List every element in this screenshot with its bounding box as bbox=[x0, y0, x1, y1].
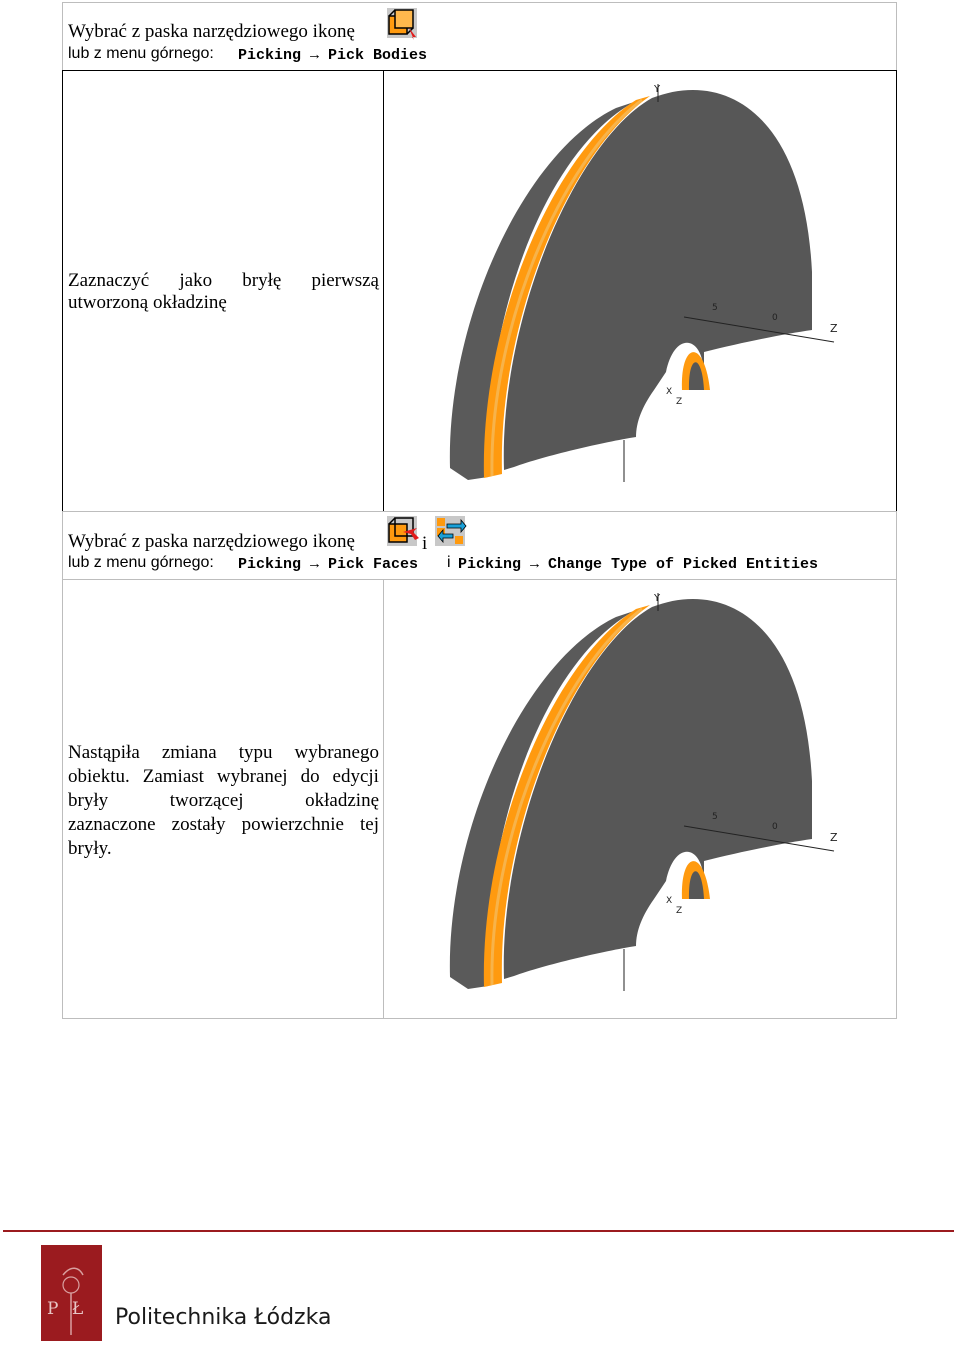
desc2-word: zostały bbox=[171, 814, 226, 835]
footer-rule bbox=[3, 1230, 954, 1232]
desc2-word: typu bbox=[238, 742, 273, 763]
menu-prefix-2: lub z menu górnego: bbox=[68, 554, 214, 571]
desc2-word: bryły bbox=[68, 790, 109, 811]
pick-faces-icon bbox=[385, 514, 419, 548]
logo-emblem-icon bbox=[41, 1245, 102, 1341]
axis-tick-0: 0 bbox=[772, 313, 778, 323]
university-logo bbox=[41, 1245, 102, 1341]
change-type-icon bbox=[433, 514, 467, 548]
description-1 bbox=[68, 270, 379, 314]
desc2-word: edycji bbox=[332, 766, 379, 787]
university-name: Politechnika Łódzka bbox=[115, 1305, 332, 1330]
axis-x-label: X bbox=[666, 387, 673, 397]
axis-z-label: Z bbox=[830, 831, 838, 844]
desc1-word: Zaznaczyć bbox=[68, 270, 150, 291]
desc2-word: Nastąpiła bbox=[68, 742, 140, 763]
axis-tick-5: 5 bbox=[712, 303, 718, 313]
desc1-word: jako bbox=[179, 270, 213, 291]
menu-prefix-1: lub z menu górnego: bbox=[68, 45, 214, 62]
axis-x-label: X bbox=[666, 896, 673, 906]
pick-bodies-icon bbox=[385, 6, 419, 40]
menu-path-change-type: Picking → Change Type of Picked Entities bbox=[458, 556, 819, 573]
desc2-word: Zamiast bbox=[142, 766, 204, 787]
desc2-word: zaznaczone bbox=[68, 814, 156, 835]
axis-tick-5: 5 bbox=[712, 812, 718, 822]
desc2-word: tej bbox=[360, 814, 379, 835]
axis-y-label: Y bbox=[654, 593, 661, 604]
logo-letters: P Ł bbox=[47, 1299, 88, 1319]
axis-y-label: Y bbox=[654, 84, 661, 95]
model-view-2 bbox=[384, 581, 896, 1017]
menu-path-pick-bodies: Picking → Pick Bodies bbox=[238, 47, 428, 64]
menu-path-pick-faces: Picking → Pick Faces bbox=[238, 556, 419, 573]
model-view-1 bbox=[384, 72, 896, 510]
axis-z-label: Z bbox=[830, 322, 838, 335]
desc2-word: wybranego bbox=[294, 742, 379, 763]
desc1-line2: utworzoną okładzinę bbox=[68, 292, 227, 313]
axis-z-small-label: Z bbox=[676, 906, 683, 916]
desc2-word: zmiana bbox=[161, 742, 217, 763]
axis-z-small-label: Z bbox=[676, 397, 683, 407]
menu-conjunction: i bbox=[447, 554, 451, 571]
desc2-word: okładzinę bbox=[305, 790, 379, 811]
desc1-word: pierwszą bbox=[311, 270, 379, 291]
desc2-last-line: bryły. bbox=[68, 838, 112, 859]
desc2-word: powierzchnie bbox=[241, 814, 344, 835]
desc1-word: bryłę bbox=[242, 270, 282, 291]
axis-tick-0: 0 bbox=[772, 822, 778, 832]
instruction-text-1: Wybrać z paska narzędziowego ikonę bbox=[68, 21, 355, 42]
description-2 bbox=[68, 741, 379, 861]
desc2-word: wybranej bbox=[216, 766, 288, 787]
desc2-word: do bbox=[300, 766, 320, 787]
desc2-word: tworzącej bbox=[169, 790, 244, 811]
instruction-text-2: Wybrać z paska narzędziowego ikonę bbox=[68, 531, 355, 552]
icon-conjunction: i bbox=[422, 533, 428, 554]
desc2-word: obiektu. bbox=[68, 766, 130, 787]
